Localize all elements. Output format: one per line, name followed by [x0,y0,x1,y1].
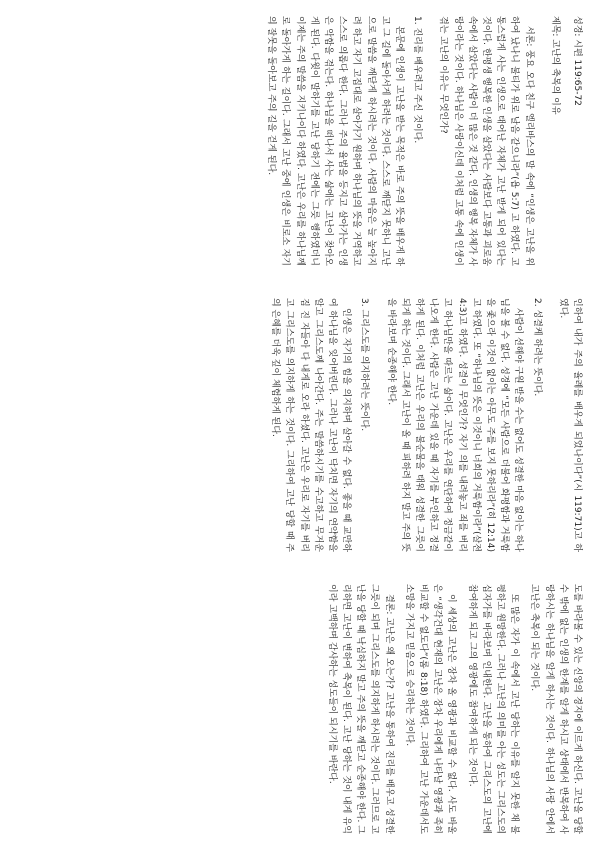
section-2-body: 사람이 선해야 구원 받을 수는 없어도 성결한 마음 없이는 하나님을 볼 수 없다. 성경에 “모든 사람으로 더불어 화평함과 거룩함을 좇으라 이것이 없이는 아무도 주를 보지 못하리라”(히 12:14)고 하였다. 또 “하나님의 뜻은 이것이니 너희의 거룩함이라”(살전 4:3)고 하였다. 성결이 무엇인가? 자기 의를 내려놓고 죄를 버리고 하나님만을 따르는 삶이다. 고난은 우리를 연단하여 정금같이 나오게 한다. 사람은 고난 가운데 있을 때 자기를 부인하고 정결하게 된다. 이처럼 고난은 우리의 불순물을 태워 성결한 그릇이 되게 하는 것이다. 그래서 고난이 올 때 피하려 하지 말고 주의 뜻을 바라보며 순종해야 한다. [385,298,524,552]
column-2-continuation: 인하여 내가 주의 율례를 배우게 되었나이다”(시 119:71)고 하였다. [557,298,582,552]
column-3-continuation: 도를 바라볼 수 있는 신앙의 경지에 이르게 하신다. 고난을 당할 수 밖에 없는 인생의 한계를 알게 하시고 상태에서 반복하여 사랑하시는 하나님을 알게 하시는 것이다. 하나님의 사랑 안에서 고난은 축복이 되는 것이다. [529,584,582,834]
section-3-body: 인생은 자기의 힘을 의지하며 살아갈 수 없다. 좋을 때 교만하여 하나님을 잊어버린다. 그러나 고난이 닥치면 자기의 연약함을 알고 그리스도께 나아간다. 주는 말씀하시기를 수고하고 무거운 짐 진 자들아 다 내게로 오라 하셨다. 고난은 우리로 자기를 버리고 그리스도를 의지하게 하는 것이다. 그리하여 고난 당할 때 주의 은혜를 더욱 깊이 체험하게 된다. [270,298,352,552]
conclusion-paragraph: 결론: 고난은 왜 오는가? 고난을 통하여 진리를 배우고 성결한 그릇이 되며 그리스도를 의지하게 하시려는 것이다. 그러므로 고난을 당할 때 낙심하지 말고 주의 뜻을 깨닫고 순종해야 한다. 그리하면 고난이 변하여 축복이 된다. 고난 당하는 것이 내게 유익이라 고백하며 감사하는 성도들이 되시기를 바란다. [326,584,394,834]
column-3-paragraph-3: 이 세상의 고난은 장차 올 영광과 비교할 수 없다. 사도 바울은 “생각건대 현재의 고난은 장차 우리에게 나타날 영광과 족히 비교할 수 없도다”(롬 8:18) 하였다. 그리하여 고난 가운데서도 소망을 가지고 믿음으로 승리하는 것이다. [403,584,457,834]
section-2-heading: 2. 성결케 하려는 뜻이다. [531,298,542,397]
column-3 [12,584,584,834]
column-3-paragraph-2: 또 많은 자가 이 속에서 고난 당하는 이유를 알지 못한 채 불평하고 원망한다. 그러나 고난의 의미를 아는 성도는 그리스도의 십자가를 바라보며 인내한다. 고난을 통하여 그리스도의 고난에 참여하게 되고 그의 영광에도 참여하게 되는 것이다. [466,584,520,834]
column-1 [12,16,584,266]
section-1-body: 본문에 인생이 고난을 받는 목적은 바로 주의 뜻을 배우게 하고 그 길에 돌아서게 하려는 것이다. 스스로 깨닫지 못하니 고난으로 말씀을 깨닫게 하시려는 것이다. 사람의 마음은 늘 높아지려 하고 자기 고집대로 살아가기 원하며 하나님의 뜻을 거역하고 스스로 의롭다 한다. 그러나 주의 율법을 등지고 살아가는 인생은 악함을 겪는다. 하나님을 떠나서 사는 삶에는 고난이 찾아오게 된다. 다윗이 말하기를 고난 당하기 전에는 그릇 행하였더니 이제는 주의 말씀을 지키나이다 하였다. 고난은 우리를 하나님께로 돌아가게 하는 길이다. 그래서 고난 중에 인생은 비로소 자기의 잘못을 돌아보고 주의 길을 걷게 된다. [266,16,404,266]
scripture-reference: 성경: 시편 119:65-72 [572,16,582,106]
intro-paragraph: 서론: 풍요 오다 친구 엘리바스의 말 속에 “인생은 고난을 위하여 났나니 불티가 위로 날음 같으니라”(욥 5:7) 고 하였다. 고통스럽게 사는 인생으로 태어난 자체가 고난 받게 되어 있다는 것이다. 한평생 행복한 인생을 살았다는 사람보다 고통과 괴로움 속에서 살았다는 사람이 더 많은 것 같다. 인생의 행복 자체가 사랑이라는 것이다. 하나님은 사랑이신데 이처럼 고통 속에 인생이 겪는 고난의 이유는 무엇인가? [438,16,534,266]
section-3-heading: 3. 그리스도를 의지하려는 뜻이다. [359,298,370,432]
column-2 [12,298,584,552]
sermon-title: 제목: 고난의 축복의 이유 [549,16,560,115]
section-1-heading: 1. 진리를 배우려고 주신 것이다. [412,16,423,144]
